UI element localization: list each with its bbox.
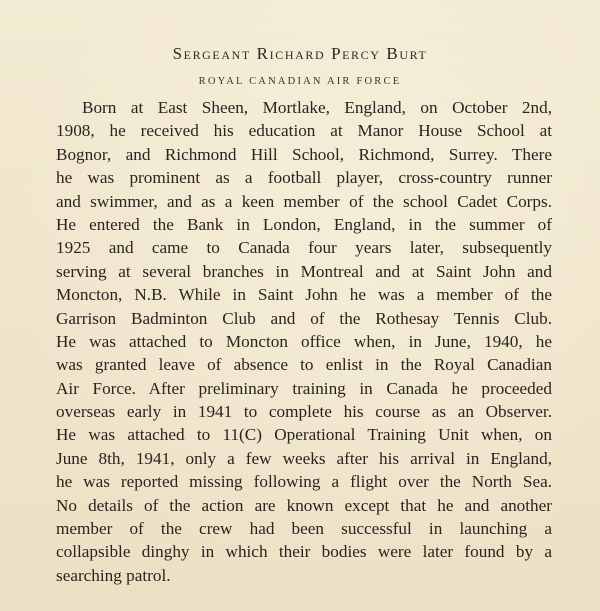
text-line: June 8th, 1941, only a few weeks after his arrival in England, bbox=[56, 448, 552, 468]
text-line: searching patrol. bbox=[56, 565, 171, 585]
text-line: collapsible dinghy in which their bodies were later found by a bbox=[56, 542, 552, 562]
text-line: Moncton, N.B. While in Saint John he was a member of the bbox=[56, 285, 552, 305]
text-line: Born at East Sheen, Mortlake, England, on October 2nd, bbox=[82, 98, 552, 117]
page-subtitle: ROYAL CANADIAN AIR FORCE bbox=[198, 76, 402, 87]
text-line: member of the crew had been successful in launching a bbox=[56, 519, 552, 539]
text-line: 1925 and came to Canada four years later, subsequently bbox=[56, 238, 552, 258]
text-line: was granted leave of absence to enlist in the Royal Canadian bbox=[56, 355, 552, 375]
text-line: Air Force. After preliminary training in Canada he proceeded bbox=[56, 378, 552, 398]
page-title: Sergeant Richard Percy Burt bbox=[172, 44, 428, 63]
text-line: He entered the Bank in London, England, in the summer of bbox=[56, 214, 552, 234]
text-line: 1908, he received his education at Manor House School at bbox=[56, 121, 552, 141]
text-line: He was attached to 11(C) Operational Training Unit when, on bbox=[56, 425, 552, 445]
text-line: and swimmer, and as a keen member of the school Cadet Corps. bbox=[56, 191, 552, 211]
text-line: Bognor, and Richmond Hill School, Richmond, Surrey. There bbox=[56, 144, 552, 164]
text-line: he was prominent as a football player, cross-country runner bbox=[56, 168, 552, 188]
text-line: serving at several branches in Montreal and at Saint John and bbox=[56, 261, 552, 281]
text-line: he was reported missing following a flight over the North Sea. bbox=[56, 472, 552, 492]
text-line: Garrison Badminton Club and of the Rothesay Tennis Club. bbox=[56, 308, 552, 328]
biography-paragraph bbox=[56, 96, 552, 587]
text-line: No details of the action are known except that he and another bbox=[56, 495, 552, 515]
text-line: overseas early in 1941 to complete his course as an Observer. bbox=[56, 402, 552, 422]
text-line: He was attached to Moncton office when, in June, 1940, he bbox=[56, 331, 552, 351]
